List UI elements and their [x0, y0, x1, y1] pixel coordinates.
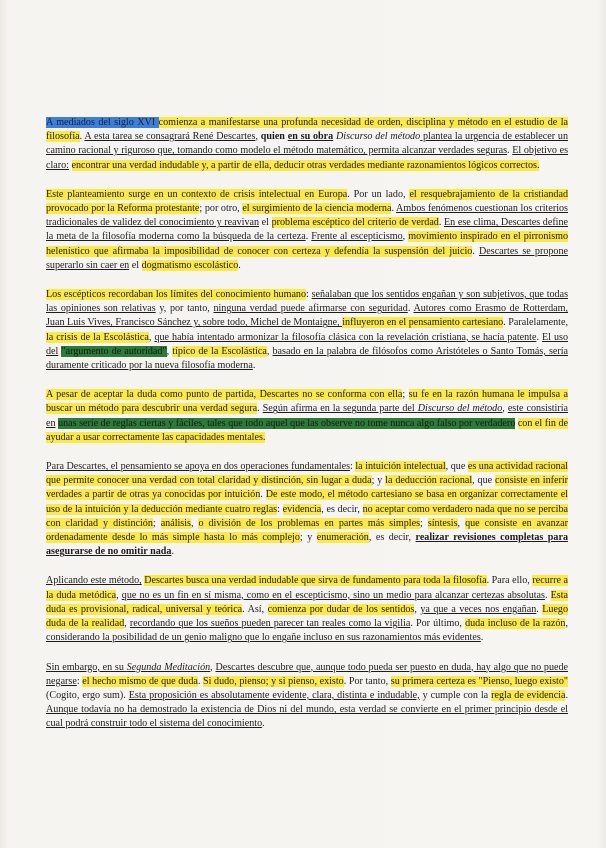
text-run: , [414, 603, 421, 615]
text-run: regla de evidencia [491, 689, 566, 701]
text-run: . Por último, [410, 618, 466, 630]
text-run: enumeración [316, 532, 369, 544]
text-run: recurre a la duda metódica [46, 575, 568, 601]
text-run: el [259, 217, 272, 229]
text-run: , que [472, 475, 495, 487]
text-run: : [277, 503, 283, 515]
text-run: y, por tanto, [155, 303, 214, 315]
text-run: ; [420, 517, 428, 529]
text-run: o división de los problemas en partes más simples [198, 517, 421, 529]
text-run: ya que a veces nos engañan [420, 603, 537, 615]
text-run: Ambos fenómenos cuestionan los criterios tradicionales de validez del conocimiento y reavivan [46, 203, 568, 229]
text-run: . [544, 589, 551, 601]
text-run: . [438, 217, 445, 229]
text-run: basado en la palabra de filósofos como Aristóteles o Santo Tomás, sería duramente criticado por la nueva filosofía moderna [46, 345, 569, 372]
text-run: Si dudo, pienso; y si pienso, existo [203, 675, 344, 687]
text-run: ; [402, 389, 409, 401]
text-run: es una actividad racional que permite conocer una verdad con total claridad y distinción, sin lugar a duda [46, 461, 568, 487]
text-run: recordando que los sueños pueden parecer tan reales como la vigilia [129, 618, 411, 630]
text-run: . [480, 632, 484, 644]
text-run: que no es un fin en sí misma, como en el escepticismo, sino un medio para alcanzar certezas absolutas [121, 589, 545, 601]
text-run: . Paralelamente, [503, 317, 568, 329]
text-run: dogmatismo escolástico [141, 259, 239, 271]
text-run: que había intentado armonizar la filosofía clásica con la revelación cristiana, se hacía patente [154, 331, 537, 343]
text-run: , [166, 345, 173, 357]
text-run: Descartes descubre que, aunque todo pueda ser puesto en duda, hay algo que no puede negarse [46, 661, 569, 687]
text-run: la intuición intelectual [355, 461, 446, 473]
text-run: Discurso del método [417, 403, 503, 415]
text-run: el surgimiento de la ciencia moderna [242, 203, 392, 215]
text-run: Frente al escepticismo [311, 231, 403, 243]
text-run: . [391, 203, 397, 215]
text-run: el resquebrajamiento de la cristiandad provocado por la Reforma protestante [46, 188, 568, 215]
text-run: comienza por dudar de los sentidos [267, 603, 415, 615]
text-run: este consistiría en [46, 403, 569, 429]
text-run: A esta tarea se consagrará René Descartes [84, 131, 256, 143]
text-run: Los escépticos recordaban los límites del conocimiento humano [46, 289, 307, 301]
text-run: Esta duda es provisional, radical, universal y teórica [46, 589, 568, 615]
text-run: , es decir, [321, 503, 363, 515]
text-run: . [305, 231, 312, 243]
text-run: , [502, 403, 508, 415]
text-run: su primera certeza es "Pienso, luego existo" [390, 675, 568, 687]
text-run: El objetivo es claro: [46, 145, 568, 171]
text-run: el [129, 259, 142, 271]
text-run: y cumple con la [419, 689, 492, 701]
text-run: A pesar de aceptar la duda como punto de partida, Descartes no se conforma con ella [46, 389, 403, 401]
text-run: considerando la posibilidad de un genio maligno que lo engañe incluso en sus razonamientos más evidentes [46, 632, 481, 644]
text-run: , [124, 618, 130, 630]
text-run: , que [445, 461, 468, 473]
text-run: unas serie de reglas ciertas y fáciles, tales que todo aquel que las observe no tome nunca algo falso por verdadero [58, 417, 516, 429]
text-run: , [148, 331, 155, 343]
text-run: . Así, [242, 603, 268, 615]
text-run: . [565, 689, 568, 701]
text-run: , [116, 589, 122, 601]
text-run: en su obra [287, 131, 334, 143]
text-run: Este planteamiento surge en un contexto de crisis intelectual en Europa [46, 188, 348, 200]
text-run: que consiste en avanzar ordenadamente desde lo más simple hasta lo más complejo [46, 517, 569, 544]
text-run: ; y [371, 475, 386, 487]
text-run: Autores como Erasmo de Rotterdam, Juan Luis Vives, Francisco Sánchez y, sobre todo, Michel de Montaigne, [46, 303, 569, 329]
text-run: típico de la Escolástica [172, 345, 267, 357]
document-body [46, 116, 568, 747]
text-run: ; por otro, [199, 203, 243, 215]
paragraph [46, 288, 568, 373]
paragraph [46, 460, 568, 559]
text-run: problema escéptico del criterio de verdad [271, 217, 439, 229]
text-run: Descartes busca una verdad indudable que sirva de fundamento para toda la filosofía [144, 575, 487, 587]
text-run: : [76, 675, 83, 687]
text-run: influyeron en el pensamiento cartesiano [342, 317, 504, 329]
text-run: , [457, 517, 466, 529]
text-run: ninguna verdad puede afirmarse con seguridad [213, 303, 408, 315]
text-run: . Por tanto, [343, 675, 391, 687]
text-run: . [472, 245, 479, 257]
text-run: Sin embargo, en su [46, 661, 127, 673]
text-run: . Por un lado, [347, 188, 410, 200]
text-run: De este modo, el método cartesiano se basa en organizar correctamente el uso de la intuición y la deducción mediante cuatro reglas [46, 489, 568, 515]
text-run: . [79, 131, 85, 143]
text-run: . [407, 303, 414, 315]
text-run: encontrar una verdad indudable y, a partir de ella, deducir otras verdades mediante razonamientos lógicos correctos. [71, 159, 540, 171]
text-run: su fe en la razón humana le impulsa a buscar un método para descubrir una verdad segura [46, 389, 568, 415]
text-run: , [255, 131, 261, 143]
text-run: análisis [160, 517, 191, 529]
text-run: Luego duda de la realidad [46, 603, 569, 630]
text-run: con el fin de ayudar a usar correctamente las capacidades mentales. [46, 417, 568, 443]
text-run: . [197, 675, 204, 687]
paragraph [46, 661, 568, 732]
text-run: , [190, 517, 199, 529]
text-run: realizar revisiones completas para asegurarse de no omitir nada [46, 532, 568, 558]
text-run: la deducción racional [385, 475, 473, 487]
text-run: Segunda Meditación [126, 661, 211, 673]
text-run: ; [152, 517, 161, 529]
text-run: Esta proposición es absolutamente evidente, clara, distinta e indudable, [128, 689, 420, 701]
text-run: , es decir, [368, 532, 416, 544]
text-run: . [257, 403, 263, 415]
text-run: . [260, 489, 266, 501]
text-run: comienza a manifestarse una profunda necesidad de orden, disciplina y método en el estudio de la filosofía [46, 117, 568, 143]
text-run: ; y [299, 532, 317, 544]
text-run: : [350, 461, 356, 473]
text-run: , [402, 231, 409, 243]
text-run: movimiento inspirado en el pirronismo helenístico que afirmaba la imposibilidad de conocer con certeza y defendía la suspensión del juicio [46, 231, 569, 257]
paragraph [46, 388, 568, 445]
text-run: quien [260, 131, 288, 143]
text-run: . [252, 360, 256, 372]
text-run: En ese clima, Descartes define la meta de la filosofía moderna como la búsqueda de la certeza [46, 217, 569, 243]
text-run: "argumento de autoridad" [61, 345, 167, 357]
text-run: Aplicando este método, [46, 575, 142, 587]
text-run: . Para ello, [486, 575, 533, 587]
text-run: . [536, 331, 542, 343]
paragraph [46, 574, 568, 645]
text-run: . [262, 718, 265, 730]
paragraph [46, 188, 568, 273]
text-run: (Cogito, ergo sum). [46, 689, 129, 701]
text-run: . [536, 603, 543, 615]
text-run: El uso del [46, 331, 568, 357]
text-run: Para Descartes, el pensamiento se apoya en dos operaciones fundamentales [46, 461, 351, 473]
text-run: . [238, 259, 241, 271]
text-run: . [507, 145, 513, 157]
text-run: Según afirma en la segunda parte del [262, 403, 418, 415]
text-run: , [210, 661, 216, 673]
text-run: duda incluso de la razón [465, 618, 566, 630]
text-run: el hecho mismo de que duda [82, 675, 198, 687]
text-run: A mediados del siglo XVI [46, 117, 159, 128]
text-run: , [266, 345, 273, 357]
text-run: Discurso del método [336, 131, 421, 143]
text-run: síntesis [427, 517, 458, 529]
text-run: : [306, 289, 312, 301]
text-run: Descartes se propone superarlo sin caer en [46, 245, 569, 271]
text-run: señalaban que los sentidos engañan y son subjetivos, que todas las opiniones son relativas [46, 289, 568, 315]
text-run: Aunque todavía no ha demostrado la existencia de Dios ni del mundo, esta verdad se convierte en el primer principio desde el cual podrá construir todo el sistema del conocimiento [46, 704, 568, 730]
text-run: plantea la urgencia de establecer un camino racional y riguroso que, tomando como modelo el método matemático, permita alcanzar verdades seguras [46, 131, 569, 157]
text-run: , [565, 618, 569, 630]
paragraph [46, 116, 568, 173]
text-run: consiste en inferir verdades a partir de otras ya conocidas por intuición [46, 475, 568, 501]
text-run: . [171, 546, 174, 558]
text-run: evidencia [282, 503, 322, 515]
text-run: la crisis de la Escolástica [46, 331, 149, 343]
text-run: no aceptar como verdadero nada que no se perciba con claridad y distinción [46, 503, 568, 529]
